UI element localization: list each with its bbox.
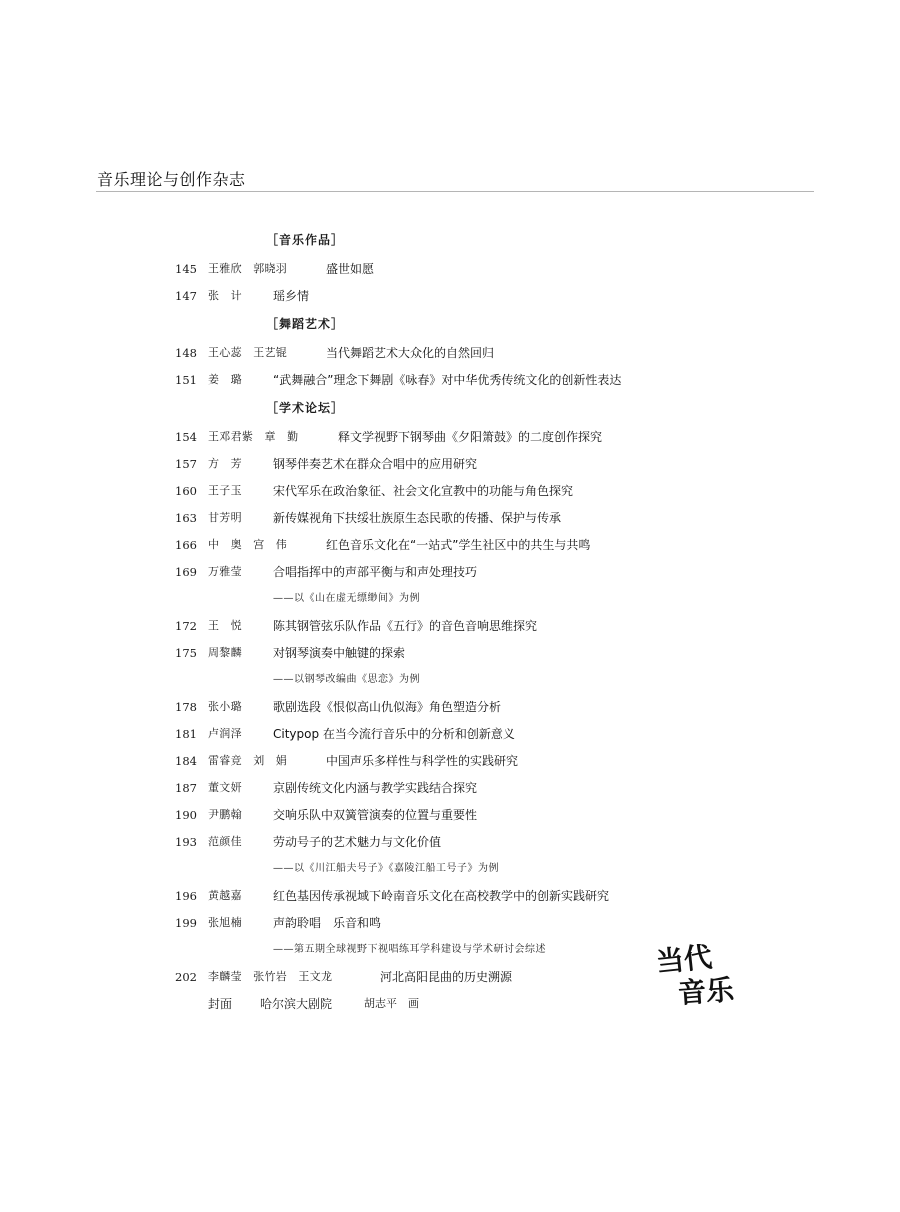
page-number: 147 [175,289,197,303]
article-title: 陈其钢管弦乐队作品《五行》的音色音响思维探究 [273,619,538,633]
page-number: 145 [175,262,197,276]
cover-artist: 胡志平 画 [364,997,419,1010]
authors: 李麟莹 张竹岩 王文龙 [208,970,333,983]
article-title: 瑶乡情 [273,289,310,303]
article-title: Citypop 在当今流行音乐中的分析和创新意义 [273,727,515,741]
logo-line-1: 当代 [654,940,714,979]
article-title: 红色音乐文化在“一站式”学生社区中的共生与共鸣 [326,538,591,552]
authors: 黄越嘉 [208,889,242,902]
authors: 董文妍 [208,781,242,794]
authors: 尹鹏翰 [208,808,242,821]
article-title: 钢琴伴奏艺术在群众合唱中的应用研究 [273,457,478,471]
page-number: 166 [175,538,197,552]
authors: 方 芳 [208,457,242,470]
authors: 万雅莹 [208,565,242,578]
page-number: 190 [175,808,197,822]
page-number: 178 [175,700,197,714]
page-number: 160 [175,484,197,498]
article-title: 交响乐队中双簧管演奏的位置与重要性 [273,808,478,822]
article-title: 对钢琴演奏中触键的探索 [273,646,406,660]
logo-line-2: 音乐 [676,973,736,1010]
page-number: 154 [175,430,197,444]
article-title: 合唱指挥中的声部平衡与和声处理技巧 [273,565,478,579]
page-number: 175 [175,646,197,660]
authors: 张 计 [208,289,242,302]
page-number: 184 [175,754,197,768]
authors: 甘芳明 [208,511,242,524]
page-number: 196 [175,889,197,903]
article-subtitle: ——以《川江船夫号子》《嘉陵江船工号子》为例 [273,863,499,874]
authors: 周黎麟 [208,646,242,659]
article-title: 宋代军乐在政治象征、社会文化宣教中的功能与角色探究 [273,484,574,498]
magazine-logo [656,940,736,1016]
article-title: 新传媒视角下扶绥壮族原生态民歌的传播、保护与传承 [273,511,562,525]
page-number: 199 [175,916,197,930]
page-number: 187 [175,781,197,795]
article-title: 释文学视野下钢琴曲《夕阳箫鼓》的二度创作探究 [338,430,603,444]
article-title: 京剧传统文化内涵与教学实践结合探究 [273,781,478,795]
authors: 卢润泽 [208,727,242,740]
article-title: 红色基因传承视域下岭南音乐文化在高校教学中的创新实践研究 [273,889,610,903]
journal-title: 音乐理论与创作杂志 [97,170,246,189]
cover-label: 封面 [208,997,233,1011]
article-subtitle: ——第五期全球视野下视唱练耳学科建设与学术研讨会综述 [273,944,546,955]
article-title: 歌剧选段《恨似高山仇似海》角色塑造分析 [273,700,502,714]
authors: 雷睿竞 刘 娟 [208,754,288,767]
page-number: 181 [175,727,197,741]
article-subtitle: ——以钢琴改编曲《思恋》为例 [273,674,420,685]
section-heading-music-works: ［音乐作品］ [266,233,345,247]
page-number: 157 [175,457,197,471]
authors: 王心蕊 王艺锟 [208,346,288,359]
page-number: 148 [175,346,197,360]
authors: 王雅欣 郭晓羽 [208,262,288,275]
authors: 中 奥 宫 伟 [208,538,288,551]
page-number: 151 [175,373,197,387]
page-number: 169 [175,565,197,579]
section-heading-dance-art: ［舞蹈艺术］ [266,317,345,331]
page-number: 172 [175,619,197,633]
authors: 王邓君紫 章 勤 [208,430,299,443]
article-title: 中国声乐多样性与科学性的实践研究 [326,754,519,768]
article-title: 当代舞蹈艺术大众化的自然回归 [326,346,495,360]
authors: 王子玉 [208,484,242,497]
page-number: 202 [175,970,197,984]
article-title: 河北高阳昆曲的历史溯源 [380,970,513,984]
cover-subject: 哈尔滨大剧院 [260,997,333,1011]
section-heading-academic-forum: ［学术论坛］ [266,401,345,415]
page-number: 163 [175,511,197,525]
authors: 范颜佳 [208,835,242,848]
article-title: 劳动号子的艺术魅力与文化价值 [273,835,442,849]
article-subtitle: ——以《山在虚无缥缈间》为例 [273,593,420,604]
page-number: 193 [175,835,197,849]
article-title: 盛世如愿 [326,262,375,276]
authors: 王 悦 [208,619,242,632]
article-title: 声韵聆唱 乐音和鸣 [273,916,382,930]
authors: 张旭楠 [208,916,242,929]
article-title: “武舞融合”理念下舞剧《咏春》对中华优秀传统文化的创新性表达 [273,373,622,387]
authors: 姜 璐 [208,373,242,386]
authors: 张小璐 [208,700,242,713]
